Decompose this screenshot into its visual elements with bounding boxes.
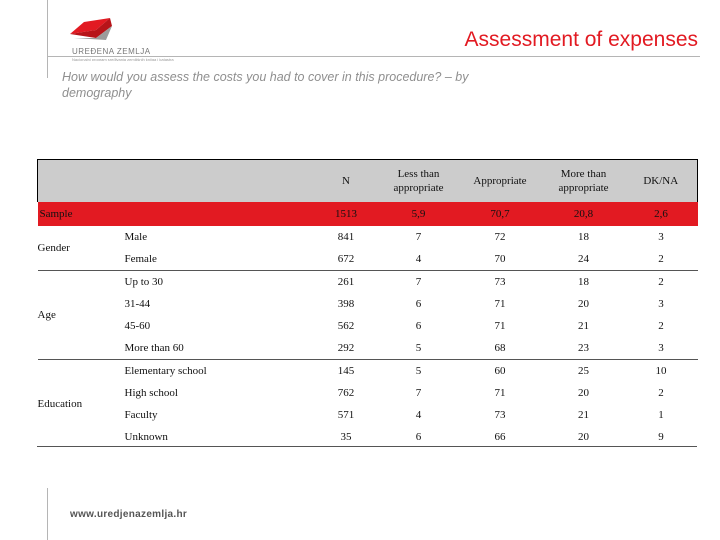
row-label: Up to 30 [125,271,313,294]
table-cell: 10 [625,360,698,383]
table-cell: 70,7 [458,202,543,226]
table-row [38,315,698,337]
table-cell: 145 [313,360,380,383]
table-cell: 292 [337,342,355,354]
table-row [38,226,698,248]
row-label: High school [124,387,178,399]
table-row [38,426,698,448]
table-cell: 6 [415,320,422,332]
table-cell: 71 [494,387,506,399]
table-cell: 4 [415,409,422,421]
table-row [38,271,698,294]
table-cell: 562 [337,320,355,332]
table-cell: 571 [337,409,355,421]
table-row [38,360,698,383]
table-row [38,248,698,271]
group-label-education: Education [38,360,125,449]
table-cell: 841 [337,231,355,243]
row-label: 45-60 [124,320,151,332]
table-cell: 7 [415,387,422,399]
table-cell: 72 [494,231,506,243]
table-cell: 23 [578,342,589,354]
header-blank [38,160,125,203]
table-cell: 18 [543,271,625,294]
row-label: 31-44 [124,298,151,310]
table-cell: 2,6 [625,202,698,226]
table-cell: 762 [337,387,355,399]
row-label: Male [124,231,148,243]
table-cell: 20 [578,298,589,310]
table-cell: 7 [380,271,458,294]
table-cell: 73 [494,409,506,421]
column-header: More than appropriate [543,160,625,203]
header-blank [125,160,313,203]
row-label: Faculty [124,409,158,421]
table-cell: 4 [415,253,422,265]
table-cell: 70 [494,253,506,265]
table-cell: 2 [658,253,664,265]
table-cell: 1 [658,409,664,421]
table-cell: 3 [658,231,664,243]
table-cell: 5,9 [380,202,458,226]
footer-url[interactable]: www.uredjenazemlja.hr [70,509,188,520]
table-cell: 68 [494,342,506,354]
column-header: DK/NA [625,160,698,203]
row-label: Elementary school [125,360,313,383]
table-cell: 66 [494,431,506,443]
row-label: Unknown [124,431,168,443]
table-cell: 9 [658,431,664,443]
table-cell: 2 [625,271,698,294]
column-header: Appropriate [458,160,543,203]
sample-row [38,202,698,226]
expenses-table [37,159,698,448]
page-subtitle: How would you assess the costs you had to cover in this procedure? – by demography [62,70,469,100]
page-title: Assessment of expenses [464,28,698,51]
table-cell: 18 [578,231,589,243]
logo-text: UREĐENA ZEMLJA [72,47,151,56]
table-cell: 1513 [313,202,380,226]
table-row [38,337,698,360]
table-cell: 261 [313,271,380,294]
table-cell: 25 [543,360,625,383]
table-cell: 672 [337,253,355,265]
table-row [38,382,698,404]
table-cell: 73 [458,271,543,294]
table-cell: 21 [578,409,589,421]
table-cell: 20 [578,387,589,399]
divider-vertical-top [47,0,48,78]
table-cell: 2 [658,320,664,332]
logo-subtext: Nacionalni program sređivanja zemljišnih knjiga i katastra [72,57,174,61]
table-cell: 6 [415,298,422,310]
table-cell: 71 [494,320,506,332]
table-bottom-border [37,446,697,447]
column-header: N [313,160,380,203]
table-cell: 20 [578,431,589,443]
table-cell: 7 [415,231,422,243]
table-cell: 398 [337,298,355,310]
table-cell: 5 [380,360,458,383]
table-cell: 35 [340,431,352,443]
table-cell: 6 [415,431,422,443]
column-header: Less than appropriate [380,160,458,203]
row-label: More than 60 [124,342,184,354]
table-cell: 60 [458,360,543,383]
table-cell: 5 [415,342,422,354]
divider-vertical-bottom [47,488,48,540]
table-cell: 3 [658,342,664,354]
table-cell: 20,8 [543,202,625,226]
table-cell: 2 [658,387,664,399]
row-label: Female [124,253,157,265]
group-label-gender: Gender [37,242,70,254]
table-row [38,293,698,315]
table-row [38,404,698,426]
group-label-age: Age [38,271,125,360]
table-cell: 24 [578,253,589,265]
table-cell: 3 [658,298,664,310]
table-cell: 21 [578,320,589,332]
sample-label: Sample [38,202,313,226]
table-cell: 71 [494,298,506,310]
table-header-row [38,160,698,203]
